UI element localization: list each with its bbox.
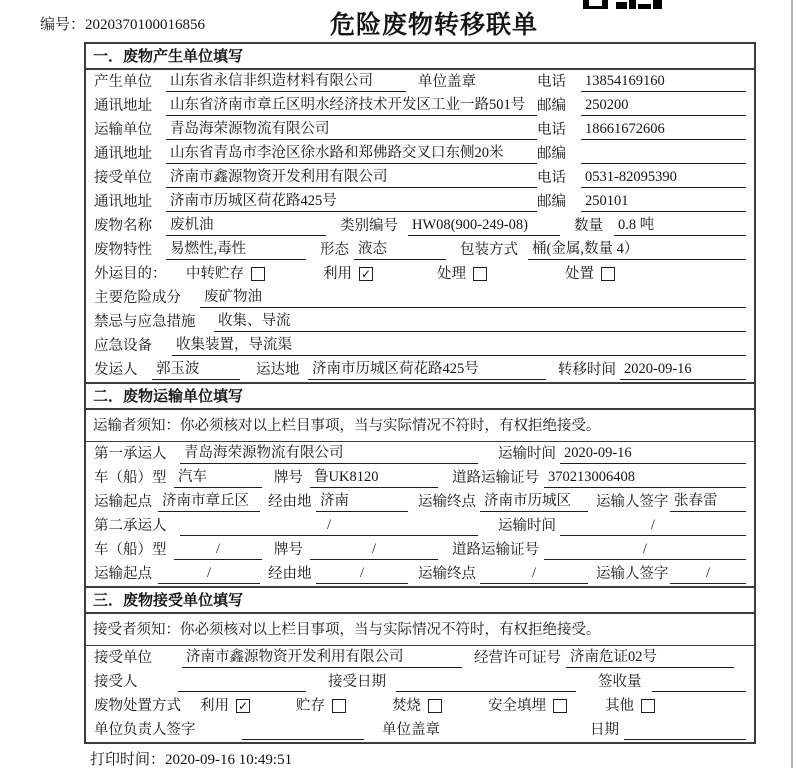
field-label: 牌号 (274, 542, 303, 558)
checkbox-unchecked-icon (428, 699, 442, 713)
field-label: 日期 (590, 722, 619, 738)
print-time-label: 打印时间： (90, 752, 166, 768)
manifest-form (84, 42, 756, 744)
field-value: 18661672606 (581, 120, 746, 140)
field-value: / (480, 564, 588, 584)
field-value (178, 673, 306, 692)
checkbox-label: 安全填埋 (488, 698, 546, 714)
field-value: 郭玉波 (152, 360, 240, 380)
field-label: 经营许可证号 (474, 650, 561, 666)
field-value: 济南市鑫源物资开发利用有限公司 (182, 648, 462, 668)
form-row (86, 286, 754, 310)
form-row (86, 670, 754, 694)
field-value: 13854169160 (581, 72, 746, 92)
static-text: 单位盖章 (418, 74, 476, 90)
field-value: / (544, 540, 746, 560)
field-value: 废机油 (166, 216, 326, 236)
field-label: 电话 (537, 74, 566, 90)
form-row (86, 118, 754, 142)
field-label: 运输终点 (418, 566, 476, 582)
field-label: 运达地 (256, 362, 300, 378)
field-value: 收集装置，导流渠 (172, 336, 746, 356)
checkbox-label: 处置 (565, 266, 594, 282)
form-title: 危险废物转移联单 (330, 11, 539, 39)
form-row (86, 310, 754, 334)
checkbox-checked-icon (236, 699, 250, 713)
serial-number: 2020370100016856 (85, 17, 206, 33)
form-row (86, 466, 754, 490)
field-value: 济南市鑫源物资开发利用有限公司 (166, 168, 537, 188)
field-label: 类别编号 (340, 218, 398, 234)
field-value: 桶(金属,数量 4） (528, 240, 746, 260)
field-label: 废物特性 (94, 242, 152, 258)
field-label: 接受单位 (94, 170, 152, 186)
print-time: 2020-09-16 10:49:51 (165, 752, 293, 768)
field-label: 经由地 (268, 494, 312, 510)
field-label: 应急设备 (94, 338, 152, 354)
field-label: 牌号 (274, 470, 303, 486)
field-value: 山东省济南市章丘区明水经济技术开发区工业一路501号 (166, 96, 537, 116)
checkbox-option (200, 697, 250, 716)
field-value: 0531-82095390 (581, 168, 746, 188)
form-row (86, 514, 754, 538)
static-text: 单位盖章 (382, 722, 440, 738)
field-label: 邮编 (537, 194, 566, 210)
form-row (86, 538, 754, 562)
field-value: HW08(900-249-08) (408, 216, 560, 236)
form-row (86, 238, 754, 262)
field-label: 签收量 (598, 674, 642, 690)
field-value (624, 721, 746, 740)
checkbox-unchecked-icon (553, 699, 567, 713)
section-heading: 一．废物产生单位填写 (86, 44, 754, 70)
field-label: 禁忌与应急措施 (94, 314, 196, 330)
checkbox-option (437, 265, 487, 284)
field-label: 运输终点 (418, 494, 476, 510)
notice-text: 接受者须知：你必须核对以上栏目事项，当与实际情况不符时，有权拒绝接受。 (86, 614, 754, 646)
checkbox-label: 贮存 (296, 698, 325, 714)
form-row (86, 646, 754, 670)
field-label: 运输起点 (94, 494, 152, 510)
field-label: 电话 (537, 170, 566, 186)
form-row (86, 262, 754, 286)
form-row (86, 70, 754, 94)
qr-code-partial-icon (583, 0, 663, 9)
form-row (86, 562, 754, 586)
field-label: 形态 (320, 242, 349, 258)
field-value: 济南市章丘区 (158, 492, 260, 512)
field-value: 2020-09-16 (620, 360, 746, 380)
field-value (581, 145, 746, 164)
serial-number-line (40, 13, 205, 34)
checkbox-checked-icon (359, 267, 373, 281)
field-label: 邮编 (537, 98, 566, 114)
checkbox-unchecked-icon (601, 267, 615, 281)
field-value: 0.8 吨 (614, 216, 746, 236)
field-value: 250200 (581, 96, 746, 116)
form-row (86, 358, 754, 382)
checkbox-option (323, 265, 373, 284)
field-value: 济南市历城区荷花路425号 (308, 360, 546, 380)
field-label: 车（船）型 (94, 470, 167, 486)
field-value (652, 673, 746, 692)
field-value: / (560, 516, 746, 536)
field-value: 370213006408 (544, 468, 746, 488)
field-label: 外运目的： (94, 266, 167, 282)
field-value: 250101 (581, 192, 746, 212)
field-label: 废物处置方式 (94, 698, 181, 714)
field-label: 第一承运人 (94, 446, 167, 462)
field-label: 道路运输证号 (452, 542, 539, 558)
form-row (86, 190, 754, 214)
field-label: 主要危险成分 (94, 290, 181, 306)
field-label: 运输时间 (498, 446, 556, 462)
field-value: 济南市历城区荷花路425号 (166, 192, 537, 212)
field-value: 济南 (316, 492, 408, 512)
field-label: 第二承运人 (94, 518, 167, 534)
field-label: 经由地 (268, 566, 312, 582)
field-label: 转移时间 (558, 362, 616, 378)
field-label: 车（船）型 (94, 542, 167, 558)
field-label: 产生单位 (94, 74, 152, 90)
field-value: 废矿物油 (200, 288, 746, 308)
field-value: / (158, 564, 260, 584)
checkbox-unchecked-icon (473, 267, 487, 281)
field-value: 汽车 (174, 468, 262, 488)
field-value: 青岛海荣源物流有限公司 (166, 120, 537, 140)
field-label: 道路运输证号 (452, 470, 539, 486)
field-label: 通讯地址 (94, 98, 152, 114)
field-value: 济南市历城区 (480, 492, 588, 512)
checkbox-label: 其他 (605, 698, 634, 714)
notice-text: 运输者须知：你必须核对以上栏目事项，当与实际情况不符时，有权拒绝接受。 (86, 410, 754, 442)
field-label: 邮编 (537, 146, 566, 162)
field-label: 运输起点 (94, 566, 152, 582)
field-value: 济南危证02号 (566, 648, 734, 668)
field-value: / (174, 540, 262, 560)
field-value: 收集、导流 (214, 312, 746, 332)
checkbox-option (605, 697, 655, 716)
checkbox-option (186, 265, 265, 284)
field-value: 易燃性,毒性 (166, 240, 306, 260)
checkbox-label: 中转贮存 (186, 266, 244, 282)
field-label: 发运人 (94, 362, 138, 378)
checkbox-unchecked-icon (332, 699, 346, 713)
checkbox-option (488, 697, 567, 716)
field-label: 运输人签字 (596, 494, 669, 510)
checkbox-option (392, 697, 442, 716)
checkbox-label: 焚烧 (392, 698, 421, 714)
field-label: 接受人 (94, 674, 138, 690)
field-label: 运输时间 (498, 518, 556, 534)
field-label: 废物名称 (94, 218, 152, 234)
field-value: 青岛海荣源物流有限公司 (180, 444, 478, 464)
field-value: 山东省青岛市李沧区徐水路和郑佛路交叉口东侧20米 (166, 144, 537, 164)
field-label: 接受日期 (328, 674, 386, 690)
field-value (242, 721, 364, 740)
checkbox-option (565, 265, 615, 284)
field-label: 电话 (537, 122, 566, 138)
form-row (86, 94, 754, 118)
field-label: 运输人签字 (596, 566, 669, 582)
form-row (86, 334, 754, 358)
field-label: 接受单位 (94, 650, 152, 666)
checkbox-unchecked-icon (641, 699, 655, 713)
field-value: 张春雷 (670, 492, 746, 512)
window-right-edge-line (791, 0, 793, 768)
field-label: 包装方式 (460, 242, 518, 258)
print-time-line (90, 748, 292, 769)
checkbox-unchecked-icon (251, 267, 265, 281)
form-row (86, 490, 754, 514)
field-value: / (316, 564, 408, 584)
field-value: 2020-09-16 (560, 444, 746, 464)
section-heading: 三．废物接受单位填写 (86, 586, 754, 614)
field-value: / (310, 540, 438, 560)
field-label: 通讯地址 (94, 194, 152, 210)
field-value: / (180, 516, 478, 536)
form-row (86, 142, 754, 166)
field-label: 运输单位 (94, 122, 152, 138)
field-label: 通讯地址 (94, 146, 152, 162)
form-row (86, 214, 754, 238)
serial-number-label: 编号： (40, 17, 86, 33)
form-row (86, 442, 754, 466)
form-row (86, 694, 754, 718)
form-row (86, 718, 754, 742)
field-value: 鲁UK8120 (310, 468, 438, 488)
form-row (86, 166, 754, 190)
checkbox-label: 处理 (437, 266, 466, 282)
checkbox-option (296, 697, 346, 716)
checkbox-label: 利用 (323, 266, 352, 282)
checkbox-label: 利用 (200, 698, 229, 714)
field-value (396, 673, 576, 692)
field-value: / (670, 564, 746, 584)
field-label: 单位负责人签字 (94, 722, 196, 738)
field-value: 液态 (354, 240, 446, 260)
field-label: 数量 (574, 218, 603, 234)
field-value: 山东省永信非织造材料有限公司 (166, 72, 406, 92)
section-heading: 二．废物运输单位填写 (86, 382, 754, 410)
